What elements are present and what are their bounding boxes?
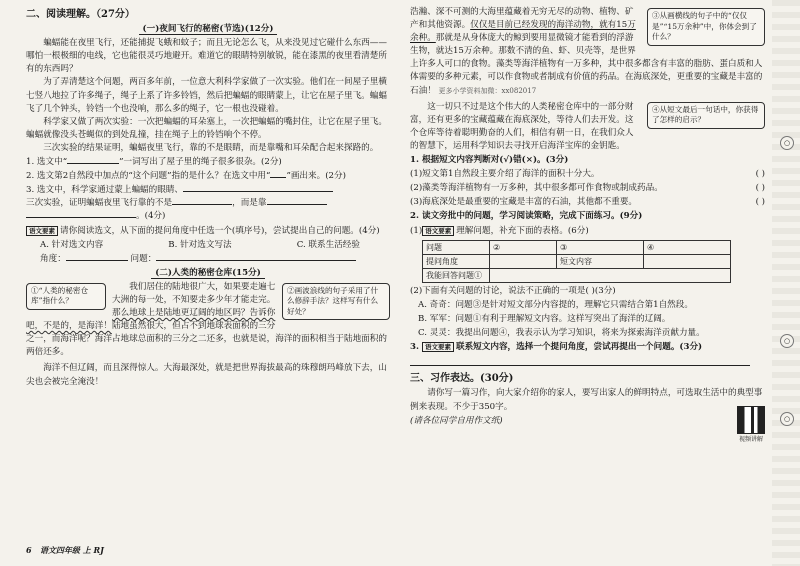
question-3: 3. 语文要素 联系短文内容，选择一个提问角度，尝试再提出一个问题。(3分) (410, 342, 703, 353)
side-note-callout: ②画波浪线的句子采用了什么修辞手法？这样写有什么好处？ (282, 283, 390, 321)
answer-blank[interactable] (26, 217, 136, 218)
paragraph: 海洋不但辽阔，而且深得惊人。大海最深处，就是把世界海拔最高的珠穆朗玛峰放下去，山尖也会被完全淹没！ (26, 363, 387, 387)
table-header: ② (490, 240, 557, 254)
option: C. 联系生活经验 (296, 239, 360, 250)
table-row-label: 我能回答问题① (423, 268, 490, 282)
section-title: 二、阅读理解。（27分） (26, 9, 135, 20)
question-4-answer: 角度： 问题： (26, 253, 390, 266)
option: C. 灵灵：我提出问题④，我表示认为学习知识，将来为探索海洋贡献力量。 (418, 328, 705, 339)
table-cell[interactable] (490, 254, 557, 268)
question-4-options (26, 239, 390, 252)
option: A. 奇奇：问题③是针对短文部分内容提的，理解它只需结合第1自然段。 (418, 299, 693, 310)
binding-hole-icon: ○ (780, 412, 794, 426)
option: A. 针对选文内容 (40, 239, 104, 250)
table-header: 问题 (423, 240, 490, 254)
paragraph: 科学家又做了两次实验：一次把蝙蝠的耳朵塞上，一次把蝙蝠的嘴封住，让它在屋子里飞。蝙蝠就像没头苍蝇似的到处乱撞，挂在绳子上的铃铛响个不停。 (26, 116, 387, 140)
question-2: 2. 读文旁批中的问题，学习阅读策略，完成下面练习。(9分) (410, 211, 643, 222)
writing-prompt: 请你写一篇习作，向大家介绍你的家人，要写出家人的鲜明特点，可选取生活中的典型事例来表现。不少于350字。 (410, 388, 763, 412)
qr-code-icon (737, 406, 765, 434)
skill-tag: 语文要素 (422, 342, 454, 352)
paragraph: 浩瀚、深不可测的大海里蕴藏着无穷无尽的动物、植物、矿产和其他资源。仅仅是目前已经发现的海洋动物，就有15万余种。那就是从身体庞大的鲸到要用显微镜才能看到的浮游生物，就达15万余种。那数不清的鱼、虾、贝壳等，是世界上许多人可口的食物。藻类等海洋植物有一万多种，其中很多都含有丰富的脂肪、蛋白质和人体需要的多种元素，可以作食物或者制成有价值的药品。在海底深处，更重要的宝藏是丰富的石油！ 更多小学资料加微：xx082017 (410, 7, 763, 96)
question-1: 1. 选文中“ ”一词写出了屋子里的绳子很多很杂。(2分) (26, 157, 282, 168)
paragraph: 我们居住的陆地很广大，如果要走遍七大洲的每一处，不知要走多少年才能走完。那么地球上是陆地更辽阔的地区吗？告诉你吧，不是的，是海洋！陆地虽然很大，但占不到地球表面积的三分之一，而海洋呢？海洋占地球总面积的三分之二还多，也就是说，海洋的面积相当于陆地面积的两倍还多。 (26, 281, 387, 358)
book-label: 语文四年级 上 RJ (39, 545, 104, 555)
answer-bracket[interactable]: ( ) (755, 183, 765, 194)
side-note-callout: ④从短文最后一句话中，你获得了怎样的启示？ (647, 102, 765, 129)
question-4: 语文要素 请你阅读选文，从下面的提问角度中任选一个(填序号)，尝试提出自己的问题。(4分) (26, 225, 390, 238)
section-title: 三、习作表达。(30分) (410, 373, 514, 385)
side-note-callout: ①“人类的秘密仓库”指什么？ (26, 283, 106, 310)
right-column (410, 6, 765, 429)
passage-title: (一)夜间飞行的秘密(节选)(12分) (26, 23, 390, 36)
table-row-label: 提问角度 (423, 254, 490, 268)
left-column (26, 6, 390, 389)
qr-code[interactable] (737, 406, 765, 443)
binding-gutter (772, 0, 800, 566)
option: B. 针对选文写法 (168, 239, 232, 250)
table-cell[interactable] (490, 268, 731, 282)
writing-note: (请各位同学自用作文纸) (410, 415, 503, 426)
paragraph: 为了弄清楚这个问题，两百多年前，一位意大利科学家做了一次实验。他们在一间屋子里横七竖八地拉了许多绳子，绳子上系了许多铃铛，然后把蝙蝠的眼睛蒙上，让它在屋子里飞。蝙蝠飞了几个钟头，铃铛一个也没响，那么多的绳子，它一根也没碰着。 (26, 77, 387, 114)
paragraph: 蝙蝠能在夜里飞行，还能捕捉飞蛾和蚊子；而且无论怎么飞，从来没见过它碰什么东西——哪怕一根极细的电线，它也能很灵巧地避开。难道它的眼睛特别敏锐，能在漆黑的夜里看清楚所有的东西吗？ (26, 38, 387, 75)
passage-title: (二)人类的秘密仓库(15分) (26, 267, 390, 280)
answer-blank[interactable] (66, 260, 128, 261)
table-header: ④ (644, 240, 731, 254)
question-3: 3. 选文中，科学家通过蒙上蝙蝠的眼睛、 三次实验，证明蝙蝠夜里飞行靠的不是 ，而是靠 。(4分) (26, 184, 390, 223)
question-2-1: (1) 语文要素 理解问题，补充下面的表格。(6分) (410, 225, 589, 236)
table-row-label: 短文内容 (557, 254, 644, 268)
binding-hole-icon: ○ (780, 136, 794, 150)
answer-blank[interactable] (156, 260, 356, 261)
option: B. 军军：问题①有利于理解短文内容。这样写突出了海洋的辽阔。 (418, 314, 671, 325)
judge-item: (2)藻类等海洋植物有一万多种，其中很多都可作食物或制成药品。 ( ) (410, 182, 765, 195)
page-number: 6 (26, 545, 32, 555)
paragraph: 这一切只不过是这个伟大的人类秘密仓库中的一部分财富，还有更多的宝藏蕴藏在海底深处，等待人们去开发。这个仓库等待着聪明勤奋的人们，相信有朝一日，在我们众人的智慧下，运用科学知识去寻找开启海洋宝库的金钥匙。 (410, 101, 634, 151)
paragraph: 三次实验的结果证明，蝙蝠夜里飞行，靠的不是眼睛，而是靠嘴和耳朵配合起来探路的。 (43, 142, 379, 153)
answer-bracket[interactable]: ( ) (755, 169, 765, 180)
qr-label: 视频讲解 (738, 436, 763, 443)
answer-bracket[interactable]: ( ) (755, 197, 765, 208)
answer-table (422, 240, 731, 283)
answer-blank[interactable] (267, 204, 327, 205)
page-footer (26, 545, 104, 556)
answer-blank[interactable] (183, 191, 333, 192)
skill-tag: 语文要素 (422, 226, 454, 236)
question-2: 2. 选文第2自然段中加点的“这个问题”指的是什么？在选文中用“ ”画出来。(2分) (26, 171, 346, 182)
judge-item: (3)海底深处是最重要的宝藏是丰富的石油，其他都不重要。 ( ) (410, 196, 765, 209)
table-cell[interactable] (644, 254, 731, 268)
skill-tag: 语文要素 (26, 226, 58, 236)
binding-hole-icon: ○ (780, 334, 794, 348)
judge-item: (1)短文第1自然段主要介绍了海洋的面积十分大。 ( ) (410, 168, 765, 181)
answer-blank[interactable] (67, 163, 119, 164)
question-1: 1. 根据短文内容判断对(√)错(×)。(3分) (410, 155, 569, 166)
table-header: ③ (557, 240, 644, 254)
question-2-2: (2)下面有关问题的讨论，说法不正确的一项是( )(3分) (410, 285, 616, 296)
answer-blank[interactable] (172, 204, 232, 205)
answer-line[interactable] (410, 355, 750, 366)
side-note-callout: ③从画横线的句子中的“仅仅是”“15万余种”中，你体会到了什么？ (647, 8, 765, 46)
answer-blank[interactable] (270, 177, 286, 178)
